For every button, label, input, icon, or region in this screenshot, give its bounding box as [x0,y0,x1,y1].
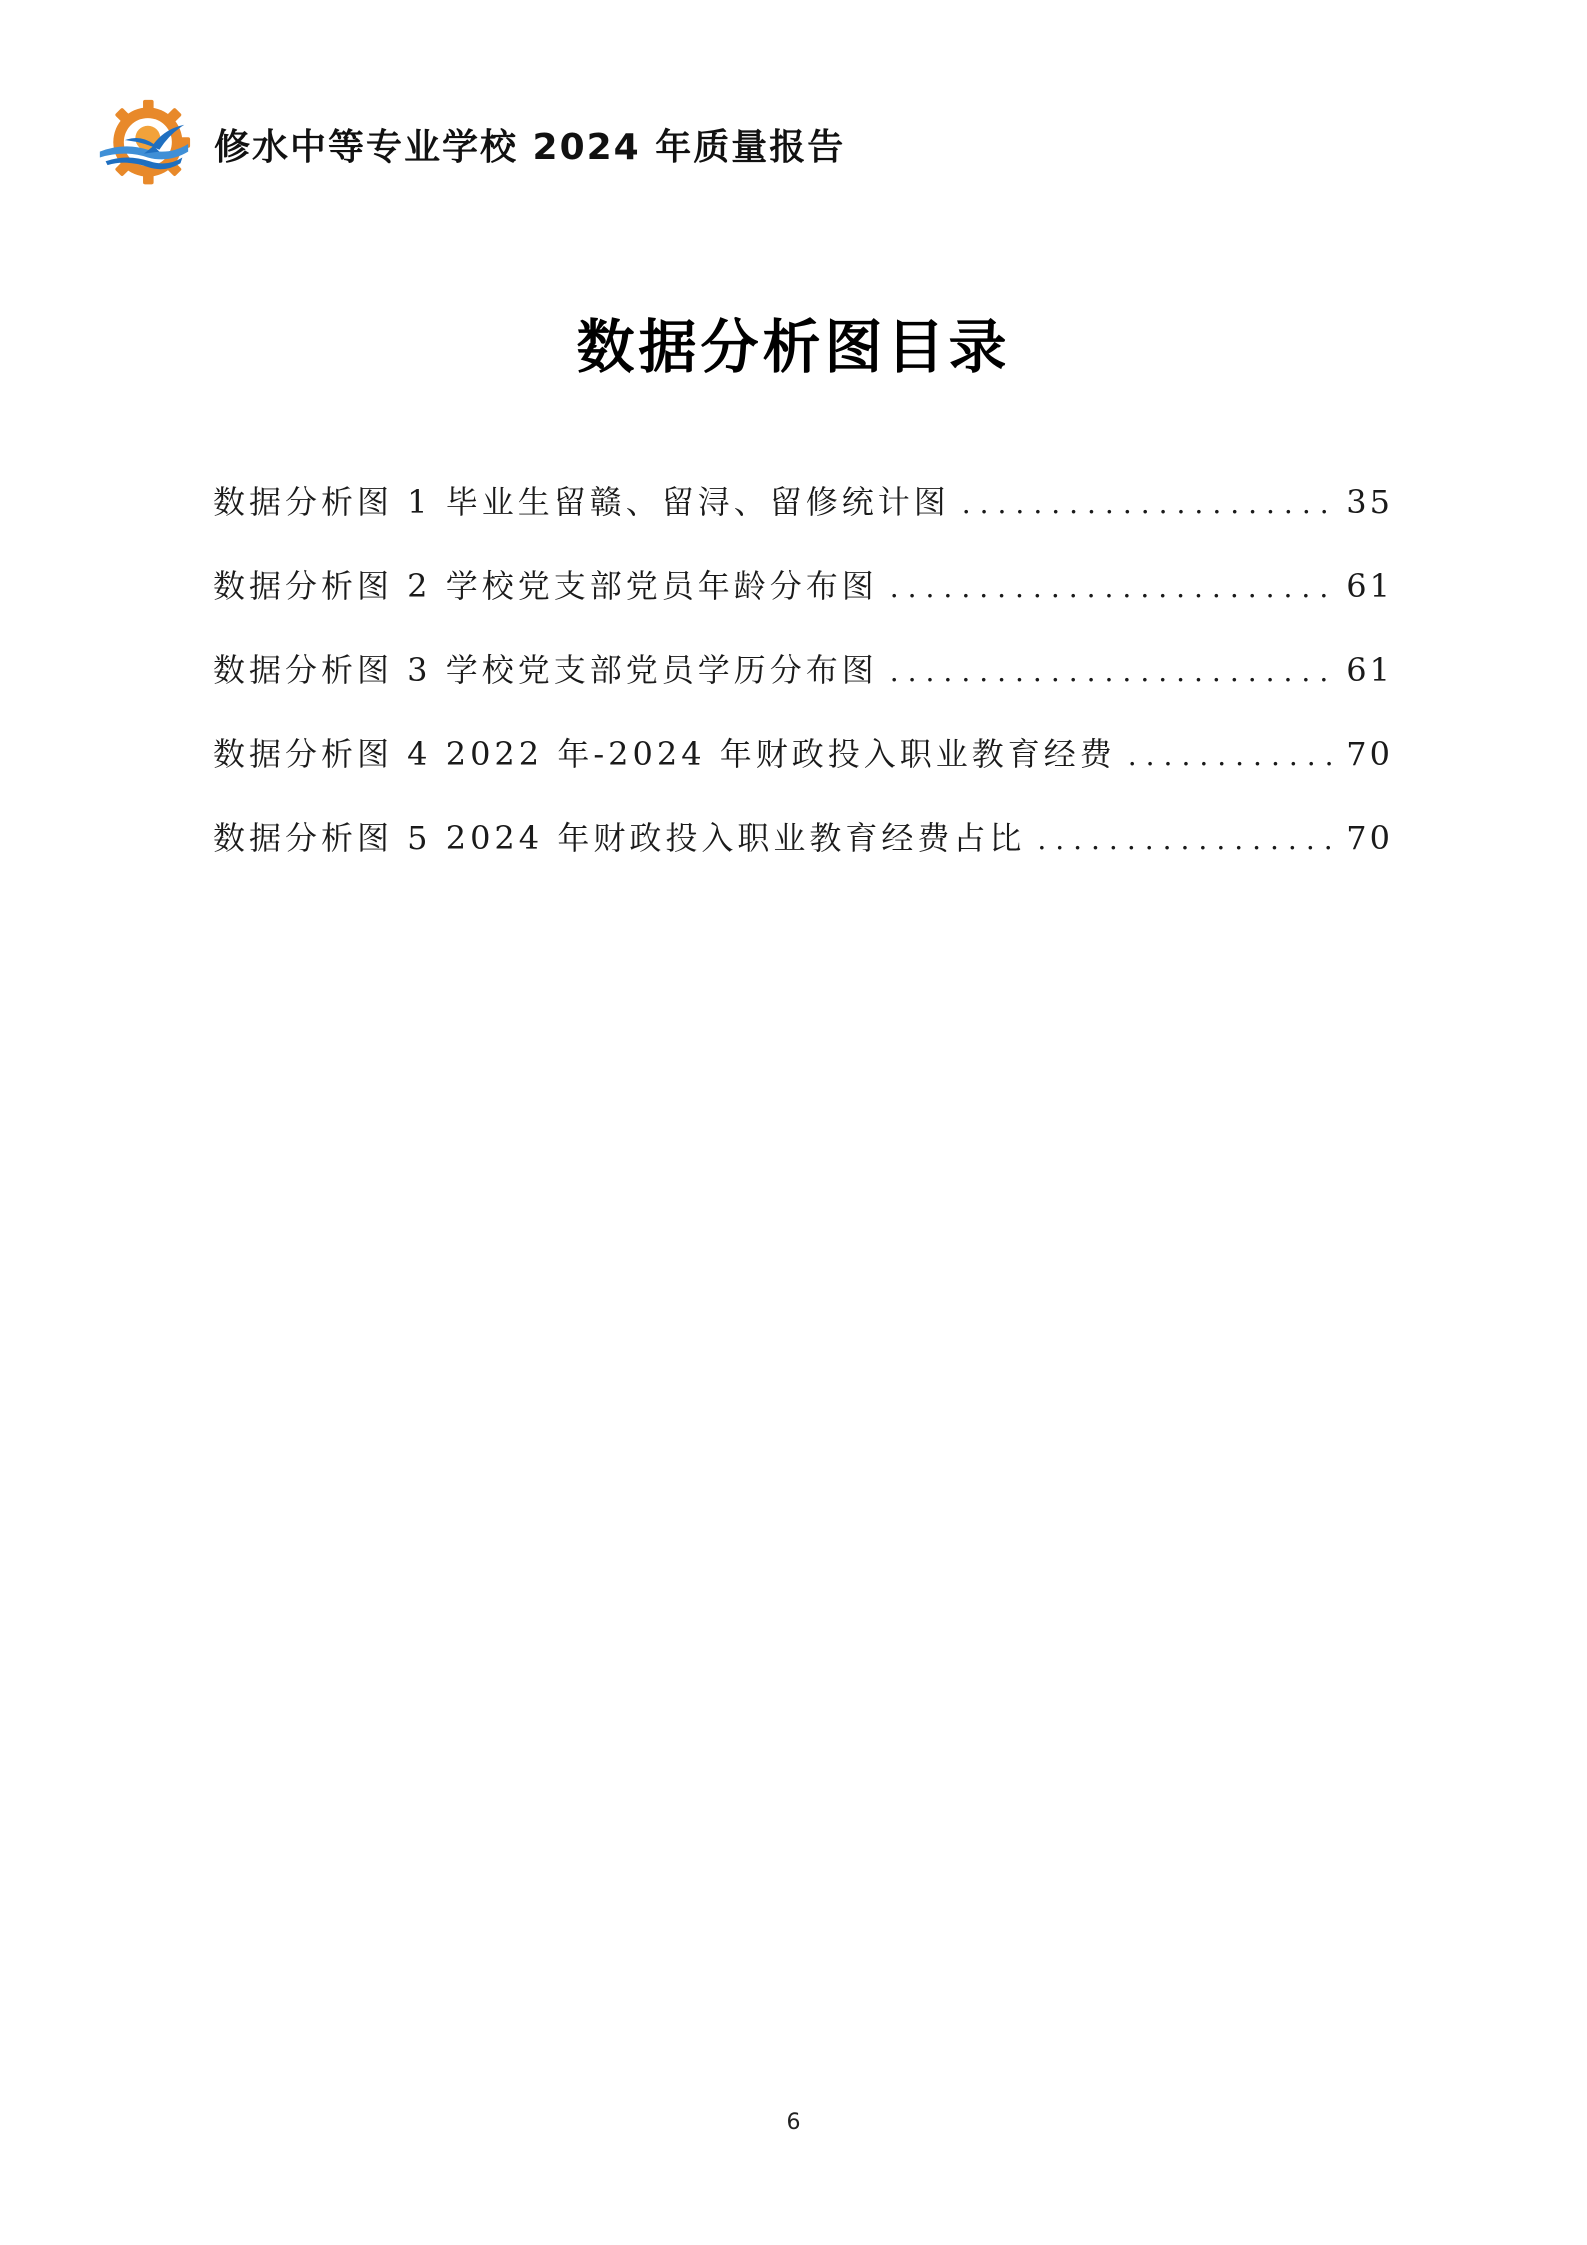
toc-entry-1[interactable] [213,460,1393,544]
toc-dot-leader [1128,714,1337,798]
toc-entry-5[interactable] [213,796,1393,880]
page-header [96,96,845,192]
toc-entry-3[interactable] [213,628,1393,712]
toc-entry-page: 70 [1346,819,1393,857]
toc-entry-title: 数据分析图 3 学校党支部党员学历分布图 [213,651,878,689]
toc-entry-page: 70 [1346,735,1393,773]
toc-entry-title: 数据分析图 1 毕业生留赣、留浔、留修统计图 [213,483,950,521]
page-number: 6 [786,2110,801,2135]
toc-entry-2[interactable] [213,544,1393,628]
toc-entry-4[interactable] [213,712,1393,796]
toc-dot-leader [1037,798,1336,882]
toc-entry-page: 35 [1346,483,1393,521]
report-header-title: 修水中等专业学校 2024 年质量报告 [214,126,846,168]
toc-entry-page: 61 [1346,567,1393,605]
toc-dot-leader [962,462,1337,546]
table-of-contents [213,460,1393,880]
toc-entry-title: 数据分析图 2 学校党支部党员年龄分布图 [213,567,878,605]
toc-entry-title: 数据分析图 4 2022 年-2024 年财政投入职业教育经费 [213,735,1116,773]
toc-entry-page: 61 [1346,651,1393,689]
page-title: 数据分析图目录 [576,313,1011,381]
toc-entry-title: 数据分析图 5 2024 年财政投入职业教育经费占比 [213,819,1026,857]
toc-dot-leader [890,630,1337,714]
school-logo-icon [96,96,192,192]
toc-dot-leader [890,546,1337,630]
